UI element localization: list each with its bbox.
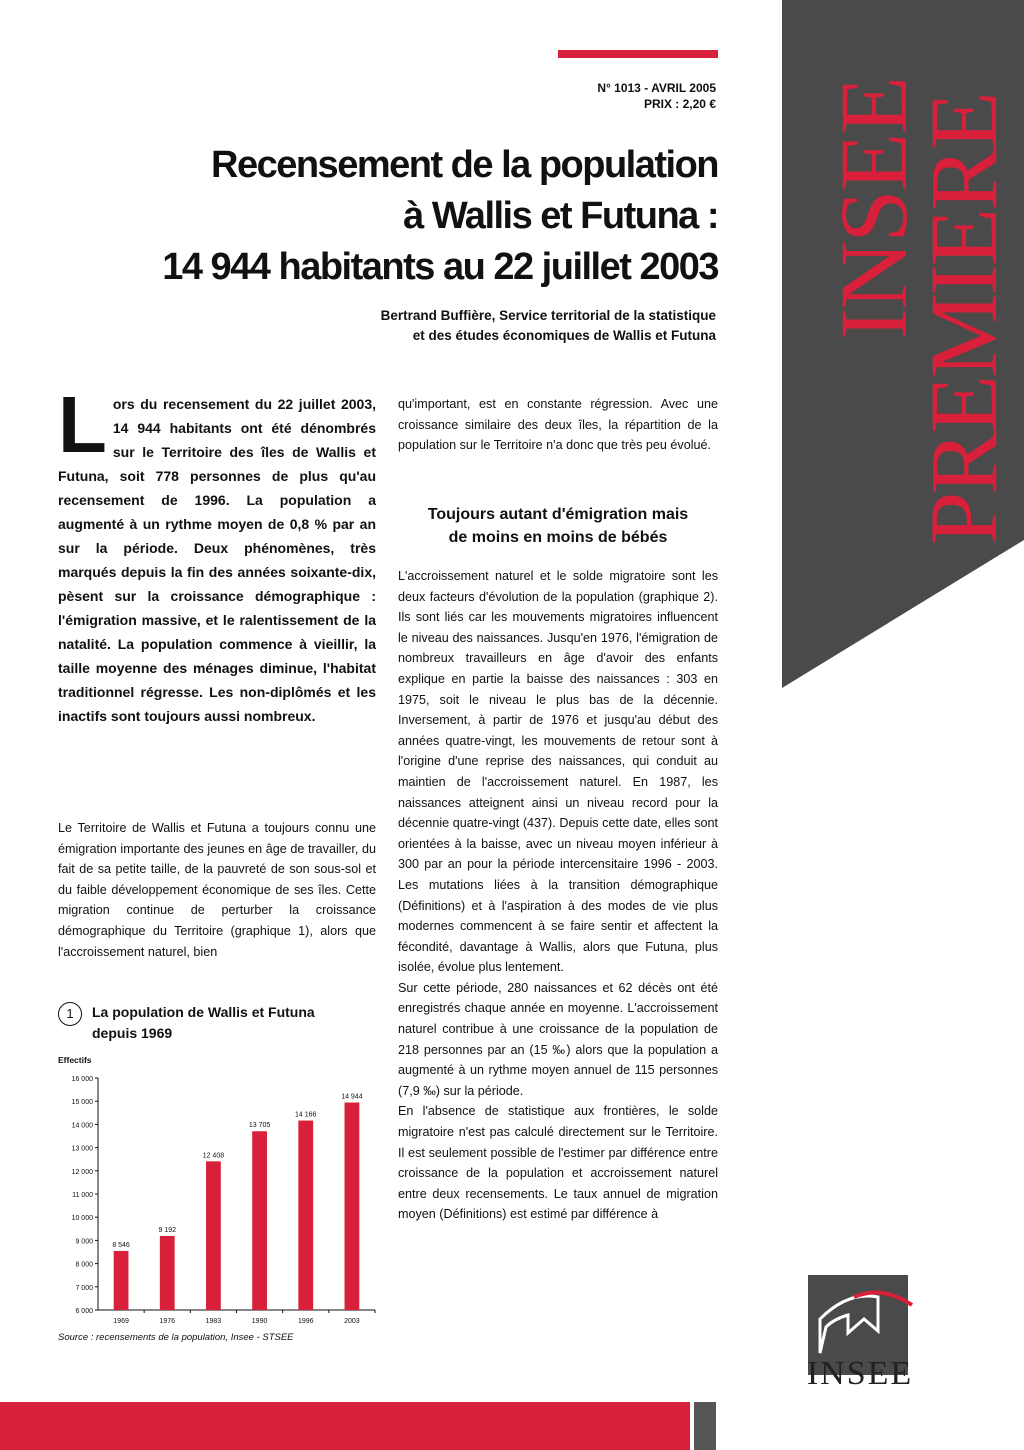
chart-value-label: 9 192: [158, 1226, 177, 1234]
chart-bar: [252, 1131, 267, 1310]
chart-value-label: 8 546: [112, 1241, 130, 1249]
insee-premiere-masthead: [800, 20, 1020, 580]
chart-value-label: 13 705: [248, 1122, 271, 1130]
title-line: Recensement de la population: [211, 144, 718, 186]
section-heading: [398, 503, 718, 549]
chart-y-tick-label: 6 000: [75, 1308, 93, 1315]
header-accent-bar: [558, 50, 718, 58]
chart-value-label: 14 944: [341, 1093, 363, 1101]
page-title: [60, 140, 718, 293]
lead-text: ors du recensement du 22 juillet 2003, 14 944 habitants ont été dénombrés sur le Territoire des îles de Wallis et Futuna, soit 778 personnes de plus qu'au recensement de 1996. La population a augmenté à un rythme moyen de 0,8 % par an sur la période. Deux phénomènes, très marqués depuis la fin des années soixante-dix, pèsent sur la croissance démographique : l'émigration massive, et le ralentissement de la natalité. La population commence à vieillir, la taille moyenne des ménages diminue, l'habitat traditionnel régresse. Les non-diplômés et les inactifs sont toujours aussi nombreux.: [58, 396, 376, 724]
masthead-insee: INSEE: [820, 78, 927, 340]
title-line: 14 944 habitants au 22 juillet 2003: [162, 246, 718, 288]
issue-number: N° 1013 - AVRIL 2005: [597, 81, 716, 95]
chart-caption-line: La population de Wallis et Futuna: [92, 1004, 315, 1020]
chart-bar: [298, 1121, 313, 1310]
body-paragraph: En l'absence de statistique aux frontières, le solde migratoire n'est pas calculé directement sur le Territoire. Il est seulement possible de l'estimer par différence entre croissance de la population et accroissement naturel entre deux recensements. Le taux annuel de migration moyen (Définitions) est estimé par différence à: [398, 1104, 718, 1222]
body-paragraph: Sur cette période, 280 naissances et 62 décès ont été enregistrés chaque année en moyenne. L'accroissement naturel contribue à une croissance de la population de 218 personnes par an (15 ‰) alors que la population a augmenté à un rythme moyen annuel de 115 personnes (7,9 ‰) sur la période.: [398, 980, 718, 1098]
right-column-body: [398, 566, 718, 1225]
chart-source: Source : recensements de la population, Insee - STSEE: [58, 1332, 294, 1343]
chart-x-tick-label: 1990: [251, 1318, 268, 1325]
chart-bar: [114, 1251, 129, 1310]
chart-y-tick-label: 7 000: [75, 1284, 93, 1292]
chart-caption-line: depuis 1969: [92, 1025, 173, 1041]
footer-red-bar: [0, 1402, 690, 1450]
chart-y-tick-label: 16 000: [71, 1076, 93, 1083]
chart-bar: [345, 1102, 360, 1310]
chart-y-tick-label: 14 000: [71, 1122, 93, 1130]
chart-y-tick-label: 8 000: [75, 1261, 93, 1269]
chart-y-tick-label: 9 000: [75, 1238, 93, 1246]
masthead-premiere: PREMIERE: [910, 94, 1017, 545]
chart-y-tick-label: 13 000: [71, 1145, 93, 1153]
drop-cap: L: [58, 380, 107, 469]
chart-y-tick-label: 10 000: [71, 1215, 93, 1223]
chart-x-tick-label: 1996: [297, 1318, 314, 1325]
issue-price: PRIX : 2,20 €: [643, 97, 716, 111]
chart-number-badge: 1: [58, 1002, 82, 1026]
section-heading-line: de moins en moins de bébés: [448, 529, 668, 546]
section-heading-line: Toujours autant d'émigration mais: [427, 506, 689, 523]
lead-paragraph: [58, 380, 376, 728]
chart-x-tick-label: 1969: [113, 1318, 129, 1325]
body-paragraph: L'accroissement naturel et le solde migratoire sont les deux facteurs d'évolution de la population (graphique 2). Ils sont liés car les mouvements migratoires influencent le niveau des naissances. Jusqu'en 1976, l'émigration de nombreux travailleurs en âge d'avoir des enfants explique en partie la baisse des naissances : 303 en 1975, soit le niveau le plus bas de la décennie. Inversement, à partir de 1976 et jusqu'au début des années quatre-vingt, les mouvements de retour sont à l'origine d'une reprise des naissances, qui conduit au maintien de l'accroissement naturel. En 1987, les naissances atteignent ainsi un niveau record pour la décennie quatre-vingt (437). Depuis cette date, elles sont orientées à la baisse, avec un niveau moyen inférieur à 300 par an pour la période intercensitaire 1996 - 2003. Les mutations liées à la transition démographique (Définitions) et à l'aspiration à des modes de vie plus modernes commencent à se faire sentir et affectent la fécondité, davantage à Wallis, alors que Futuna, plus isolée, évolue plus lentement.: [398, 569, 718, 975]
population-bar-chart: [50, 1052, 380, 1337]
insee-logo-text: INSEE: [806, 1355, 914, 1392]
chart-caption: [92, 1002, 372, 1044]
chart-bar: [160, 1236, 175, 1310]
issue-info: [420, 80, 716, 112]
footer-gray-bar: [694, 1402, 716, 1450]
right-column-top: qu'important, est en constante régression. Avec une croissance similaire des deux îles, la répartition de la population sur le Territoire n'a donc que très peu évolué.: [398, 397, 718, 453]
chart-y-tick-label: 11 000: [72, 1192, 93, 1199]
chart-x-tick-label: 1976: [159, 1318, 176, 1325]
title-line: à Wallis et Futuna :: [403, 195, 718, 237]
intro-paragraph: Le Territoire de Wallis et Futuna a toujours connu une émigration importante des jeunes en âge de travailler, du fait de sa petite taille, de la pauvreté de son sous-sol et du faible développement économique de ses îles. Cette migration continue de perturber la croissance démographique du Territoire (graphique 1), alors que l'accroissement naturel, bien: [58, 821, 376, 959]
chart-value-label: 12 408: [202, 1152, 225, 1160]
chart-bar: [206, 1161, 221, 1310]
chart-value-label: 14 166: [295, 1111, 317, 1119]
authors-line: Bertrand Buffière, Service territorial de la statistique: [380, 308, 716, 323]
authors-line: et des études économiques de Wallis et Futuna: [412, 328, 716, 343]
chart-ylabel: Effectifs: [58, 1055, 92, 1065]
chart-y-tick-label: 12 000: [71, 1168, 93, 1176]
chart-y-tick-label: 15 000: [71, 1099, 93, 1107]
chart-x-tick-label: 1983: [205, 1318, 222, 1325]
chart-x-tick-label: 2003: [344, 1318, 360, 1325]
authors: [260, 306, 716, 346]
